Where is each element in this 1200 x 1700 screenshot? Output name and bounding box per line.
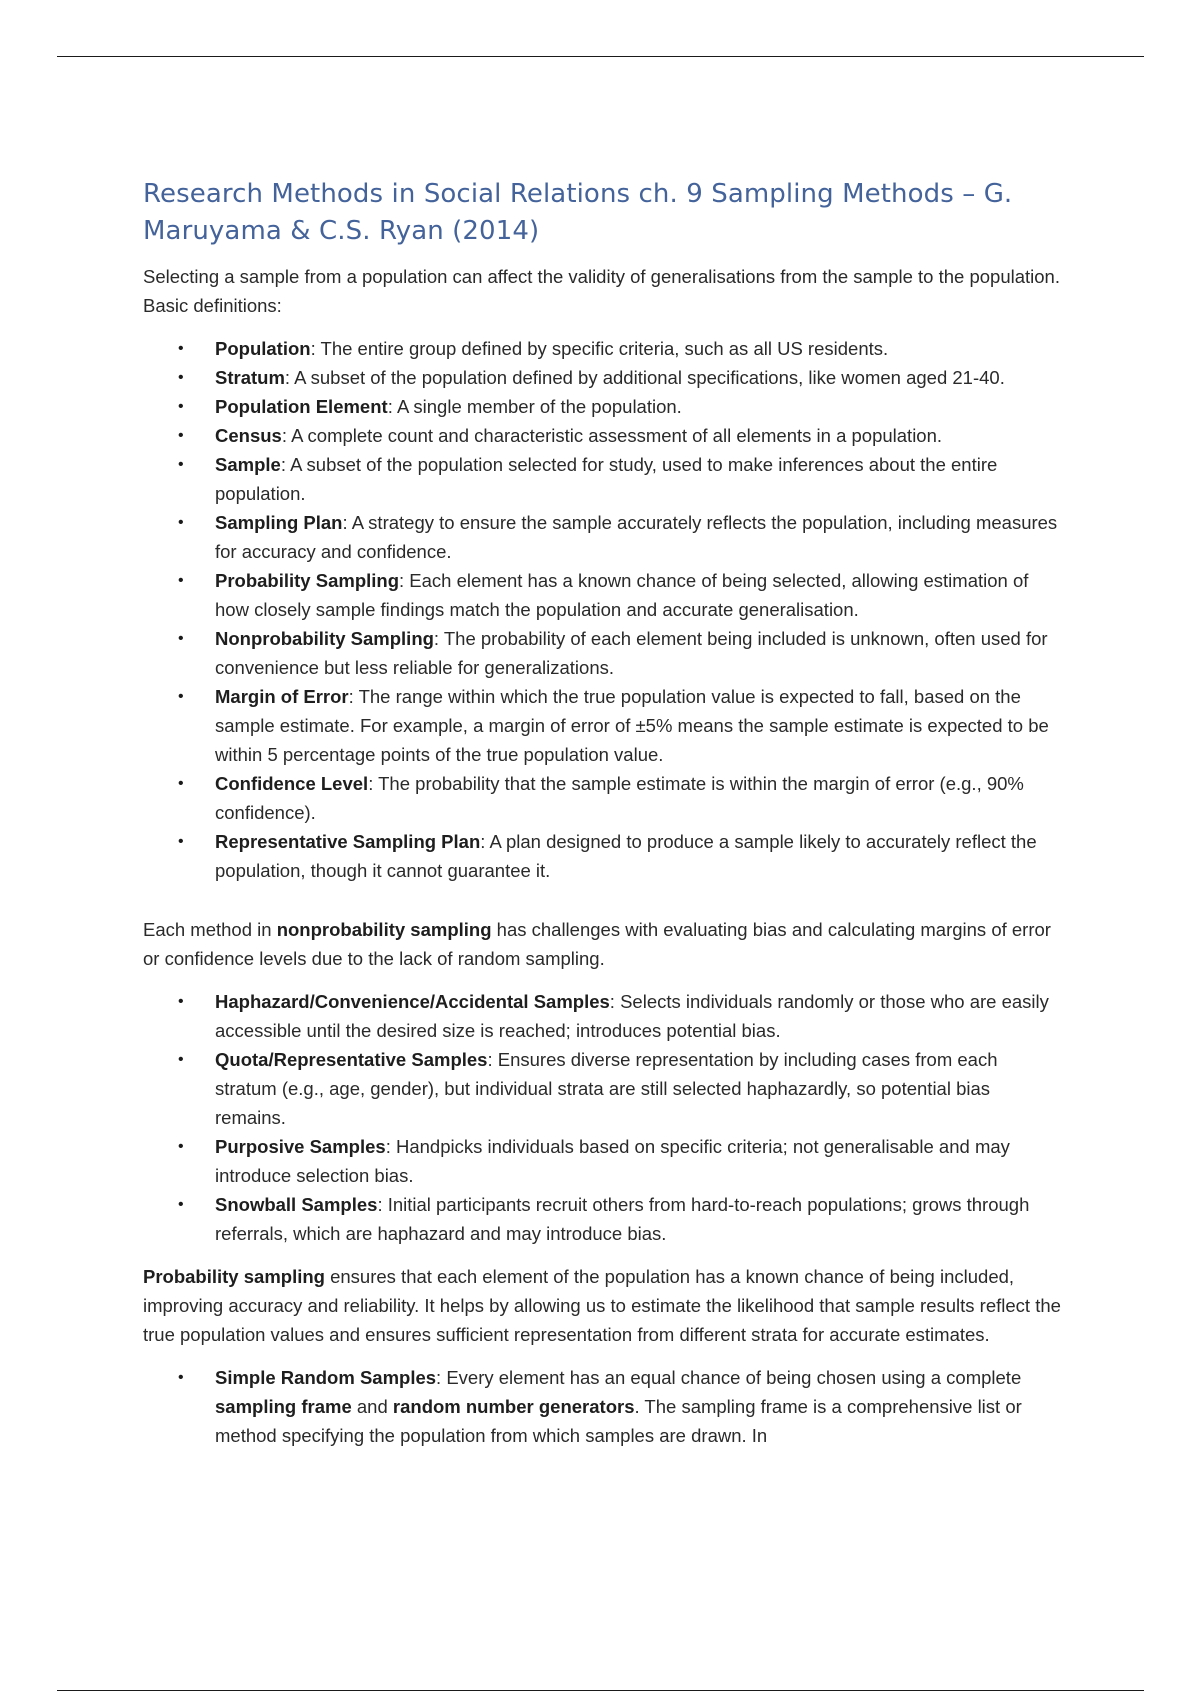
term: Stratum: [215, 367, 285, 388]
list-item: [178, 334, 1063, 363]
term: Simple Random Samples: [215, 1367, 437, 1388]
bullet-icon: •: [178, 1051, 184, 1068]
footer-rule: [57, 1690, 1144, 1691]
bullet-icon: •: [178, 1138, 184, 1155]
list-item: [178, 1363, 1063, 1450]
term: Haphazard/Convenience/Accidental Samples: [215, 991, 610, 1012]
bullet-icon: •: [178, 398, 184, 415]
page-title: Research Methods in Social Relations ch. 9 Sampling Methods – G. Maruyama & C.S. Ryan (2014): [143, 179, 1013, 246]
bullet-icon: •: [178, 340, 184, 357]
bullet-icon: •: [178, 369, 184, 386]
text-run: Each method in: [143, 919, 277, 940]
term: Confidence Level: [215, 773, 369, 794]
bold-term: nonprobability sampling: [276, 919, 492, 940]
bold-term: Probability sampling: [143, 1266, 325, 1287]
definition: : The probability that the sample estimate is within the margin of error (e.g., 90% confidence).: [215, 773, 1024, 823]
definition: : The range within which the true population value is expected to fall, based on the sample estimate. For example, a margin of error of ±5% means the sample estimate is expected to be within 5 percentage points of the true population value.: [215, 686, 1049, 765]
list-item: [178, 1045, 1063, 1132]
bullet-icon: •: [178, 630, 184, 647]
probability-paragraph: [143, 1262, 1063, 1349]
bullet-icon: •: [178, 993, 184, 1010]
definition: : A subset of the population selected for study, used to make inferences about the entire population.: [215, 454, 998, 504]
header-rule: [57, 56, 1144, 57]
list-item: [178, 363, 1063, 392]
nonprobability-methods-list: [143, 987, 1063, 1248]
intro-paragraph: Selecting a sample from a population can affect the validity of generalisations from the sample to the population. Basic definitions:: [143, 266, 1060, 316]
term: Nonprobability Sampling: [215, 628, 434, 649]
definition: : The probability of each element being included is unknown, often used for convenience but less reliable for generalizations.: [215, 628, 1048, 678]
term: Probability Sampling: [215, 570, 399, 591]
bullet-icon: •: [178, 775, 184, 792]
text-run: ensures that each element of the population has a known chance of being included, improving accuracy and reliability. It helps by allowing us to estimate the likelihood that sample results reflect the true population values and ensures sufficient representation from different strata for accurate estimates.: [143, 1266, 1061, 1345]
term: Population Element: [215, 396, 388, 417]
list-item: [178, 450, 1063, 508]
definition: : Ensures diverse representation by including cases from each stratum (e.g., age, gender), but individual strata are still selected haphazardly, so potential bias remains.: [215, 1049, 998, 1128]
list-item: [178, 421, 1063, 450]
definition: : Selects individuals randomly or those who are easily accessible until the desired size is reached; introduces potential bias.: [215, 991, 1049, 1041]
list-item: [178, 682, 1063, 769]
definition: : A complete count and characteristic assessment of all elements in a population.: [281, 425, 943, 446]
term: Population: [215, 338, 311, 359]
definition: : Each element has a known chance of being selected, allowing estimation of how closely sample findings match the population and accurate generalisation.: [215, 570, 1029, 620]
list-item: [178, 1190, 1063, 1248]
term: Census: [215, 425, 282, 446]
list-item: [178, 392, 1063, 421]
term: Margin of Error: [215, 686, 349, 707]
list-item: [178, 987, 1063, 1045]
bold-term: random number generators: [392, 1396, 635, 1417]
definition: : A strategy to ensure the sample accurately reflects the population, including measures for accuracy and confidence.: [215, 512, 1058, 562]
bullet-icon: •: [178, 572, 184, 589]
bullet-icon: •: [178, 688, 184, 705]
bullet-icon: •: [178, 514, 184, 531]
nonprobability-paragraph: [143, 915, 1063, 973]
list-item: [178, 827, 1063, 885]
text-run: . The sampling frame is a comprehensive list or method specifying the population from which samples are drawn. In: [215, 1396, 1022, 1446]
definition: : The entire group defined by specific criteria, such as all US residents.: [310, 338, 889, 359]
list-item: [178, 624, 1063, 682]
term: Snowball Samples: [215, 1194, 378, 1215]
bullet-icon: •: [178, 1369, 184, 1386]
bullet-icon: •: [178, 456, 184, 473]
term: Quota/Representative Samples: [215, 1049, 488, 1070]
text-run: and: [351, 1396, 393, 1417]
term: Purposive Samples: [215, 1136, 386, 1157]
definition: : Initial participants recruit others from hard-to-reach populations; grows through referrals, which are haphazard and may introduce bias.: [215, 1194, 1030, 1244]
probability-methods-list: [143, 1363, 1063, 1450]
text-run: has challenges with evaluating bias and calculating margins of error or confidence levels due to the lack of random sampling.: [143, 919, 1051, 969]
bullet-icon: •: [178, 427, 184, 444]
definition: : A plan designed to produce a sample likely to accurately reflect the population, though it cannot guarantee it.: [215, 831, 1037, 881]
text-run: : Every element has an equal chance of being chosen using a complete: [436, 1367, 1022, 1388]
document-body: [143, 176, 1063, 1464]
definitions-list: [143, 334, 1063, 885]
bullet-icon: •: [178, 833, 184, 850]
bold-term: sampling frame: [215, 1396, 352, 1417]
term: Representative Sampling Plan: [215, 831, 481, 852]
term: Sample: [215, 454, 281, 475]
definition: : Handpicks individuals based on specific criteria; not generalisable and may introduce selection bias.: [215, 1136, 1010, 1186]
definition: : A subset of the population defined by additional specifications, like women aged 21-40.: [284, 367, 1005, 388]
list-item: [178, 769, 1063, 827]
term: Sampling Plan: [215, 512, 343, 533]
definition: : A single member of the population.: [387, 396, 682, 417]
list-item: [178, 566, 1063, 624]
bullet-icon: •: [178, 1196, 184, 1213]
list-item: [178, 508, 1063, 566]
list-item: [178, 1132, 1063, 1190]
